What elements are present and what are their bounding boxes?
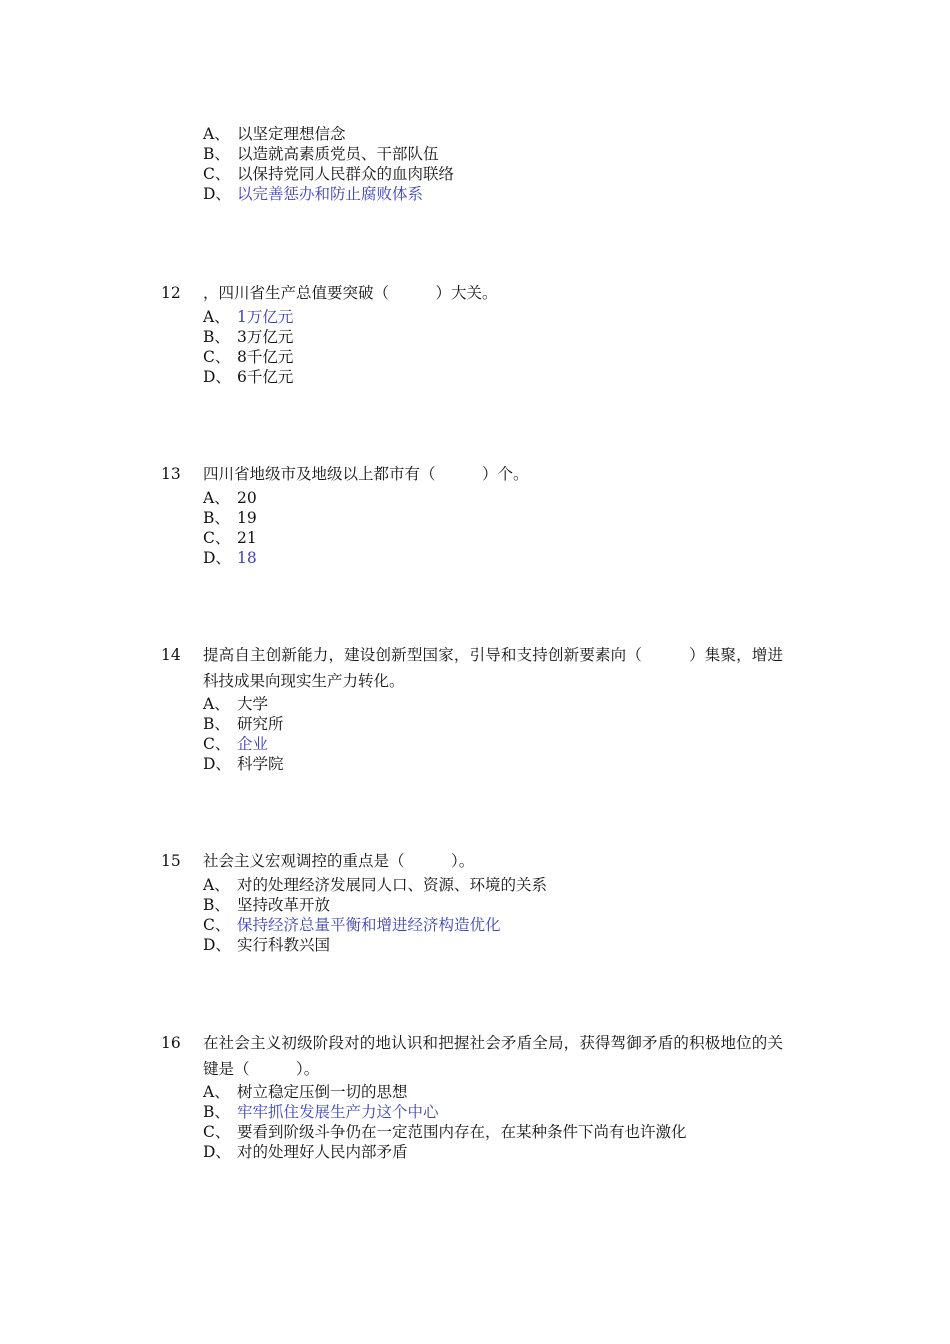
option-letter: C、 [203, 348, 231, 366]
option-text: 以造就高素质党员、干部队伍 [237, 145, 439, 163]
question-text: 在社会主义初级阶段对的地认识和把握社会矛盾全局，获得驾御矛盾的积极地位的关键是（ ）。 [203, 1034, 783, 1078]
option-letter: D、 [203, 1143, 231, 1161]
option-text-answer: 保持经济总量平衡和增进经济构造优化 [237, 916, 501, 934]
option-letter: B、 [203, 896, 230, 914]
option-text-answer: 以完善惩办和防止腐败体系 [237, 185, 424, 203]
option-letter: C、 [203, 165, 231, 183]
option-text: 科学院 [237, 755, 284, 773]
option-text: 实行科教兴国 [237, 936, 331, 954]
question-number: 15 [161, 852, 181, 870]
option-letter: C、 [203, 735, 231, 753]
option-text: 坚持改革开放 [237, 896, 331, 914]
option-letter: B、 [203, 328, 230, 346]
option-text: 20 [237, 489, 257, 507]
option-text: 3万亿元 [237, 328, 294, 346]
option-text: 以坚定理想信念 [237, 125, 346, 143]
option-text: 以保持党同人民群众的血肉联络 [237, 165, 455, 183]
option-letter: D、 [203, 185, 231, 203]
question-number: 12 [161, 284, 181, 302]
question-number: 13 [161, 465, 181, 483]
option-letter: C、 [203, 916, 231, 934]
option-text: 6千亿元 [237, 368, 294, 386]
option-letter: D、 [203, 549, 231, 567]
question-number: 14 [161, 646, 181, 664]
option-letter: B、 [203, 509, 230, 527]
question-text: ，四川省生产总值要突破（ ）大关。 [203, 284, 498, 302]
option-letter: A、 [203, 876, 230, 894]
option-text: 8千亿元 [237, 348, 294, 366]
option-letter: A、 [203, 125, 230, 143]
question-text: 四川省地级市及地级以上都市有（ ）个。 [203, 465, 529, 483]
option-letter: D、 [203, 755, 231, 773]
option-letter: A、 [203, 489, 230, 507]
option-text-answer: 牢牢抓住发展生产力这个中心 [237, 1103, 439, 1121]
question-text: 社会主义宏观调控的重点是（ ）。 [203, 852, 475, 870]
option-letter: B、 [203, 715, 230, 733]
option-text: 对的处理好人民内部矛盾 [237, 1143, 408, 1161]
option-letter: D、 [203, 368, 231, 386]
option-letter: C、 [203, 529, 231, 547]
option-letter: A、 [203, 695, 230, 713]
option-text: 要看到阶级斗争仍在一定范围内存在，在某种条件下尚有也许激化 [237, 1123, 687, 1141]
option-text: 大学 [237, 695, 269, 713]
option-letter: C、 [203, 1123, 231, 1141]
option-text-answer: 企业 [237, 735, 269, 753]
option-letter: A、 [203, 308, 230, 326]
question-text: 提高自主创新能力，建设创新型国家，引导和支持创新要素向（ ）集聚，增进科技成果向现实生产力转化。 [203, 646, 783, 690]
option-text: 研究所 [237, 715, 284, 733]
option-letter: D、 [203, 936, 231, 954]
option-letter: A、 [203, 1083, 230, 1101]
option-text: 19 [237, 509, 257, 527]
option-letter: B、 [203, 1103, 230, 1121]
option-letter: B、 [203, 145, 230, 163]
option-text: 树立稳定压倒一切的思想 [237, 1083, 408, 1101]
option-text-answer: 18 [237, 549, 257, 567]
question-number: 16 [161, 1034, 181, 1052]
option-text: 21 [237, 529, 257, 547]
option-text: 对的处理经济发展同人口、资源、环境的关系 [237, 876, 548, 894]
option-text-answer: 1万亿元 [237, 308, 294, 326]
